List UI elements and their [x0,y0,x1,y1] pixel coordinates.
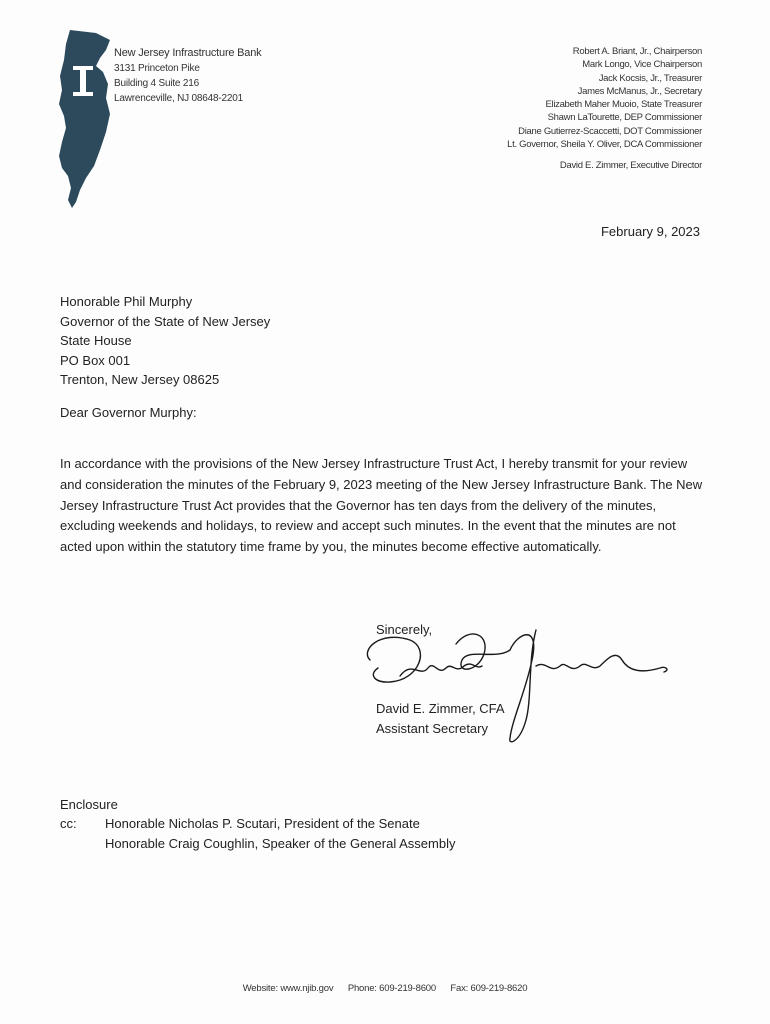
org-address-line: 3131 Princeton Pike [114,63,200,74]
board-member: Elizabeth Maher Muoio, State Treasurer [545,99,702,111]
signer-block [376,699,505,739]
org-address-block [114,46,261,106]
recipient-line: State House [60,333,132,348]
board-member: Jack Kocsis, Jr., Treasurer [598,72,702,84]
board-member: Lt. Governor, Sheila Y. Oliver, DCA Commissioner [507,139,702,151]
footer-phone: Phone: 609-219-8600 [347,983,436,994]
cc-list [105,814,455,853]
cc-recipient: Honorable Craig Coughlin, Speaker of the General Assembly [105,835,456,851]
signer-title: Assistant Secretary [376,721,488,736]
salutation: Dear Governor Murphy: [60,405,197,420]
cc-recipient: Honorable Nicholas P. Scutari, President of the Senate [105,816,420,831]
board-member: Shawn LaTourette, DEP Commissioner [547,112,702,124]
recipient-line: PO Box 001 [60,352,131,368]
letter-date: February 9, 2023 [600,224,700,239]
executive-director: David E. Zimmer, Executive Director [559,160,702,172]
footer-contact [0,983,770,994]
recipient-line: Trenton, New Jersey 08625 [60,372,220,387]
footer-fax: Fax: 609-219-8620 [450,983,528,994]
board-member: Diane Gutierrez-Scaccetti, DOT Commissioner [518,125,702,137]
org-address-line: Lawrenceville, NJ 08648-2201 [114,93,243,104]
recipient-line: Honorable Phil Murphy [60,294,193,309]
recipient-line: Governor of the State of New Jersey [60,313,271,329]
enclosure-note: Enclosure [60,797,118,812]
footer-website: Website: www.njib.gov [242,983,334,994]
signer-name: David E. Zimmer, CFA [376,701,505,716]
cc-label: cc: [60,816,77,831]
board-member: James McManus, Jr., Secretary [577,85,702,97]
cc-block [60,814,455,853]
new-jersey-logo-icon [56,28,112,210]
board-member: Robert A. Briant, Jr., Chairperson [572,46,702,57]
board-member: Mark Longo, Vice Chairperson [582,59,702,71]
board-members-list [507,45,702,173]
closing: Sincerely, [376,622,433,637]
recipient-address [60,292,270,390]
org-address-line: Building 4 Suite 216 [114,78,199,89]
letter-body: In accordance with the provisions of the New Jersey Infrastructure Trust Act, I hereby transmit for your review and consideration the minutes of the February 9, 2023 meeting of the New Jersey Infrastructure Bank. The New Jersey Infrastructure Trust Act provides that the Governor has ten days from the delivery of the minutes, excluding weekends and holidays, to review and accept such minutes. In the event that the minutes are not acted upon within the statutory time frame by you, the minutes become effective automatically. [60,456,703,555]
org-name: New Jersey Infrastructure Bank [114,47,262,59]
